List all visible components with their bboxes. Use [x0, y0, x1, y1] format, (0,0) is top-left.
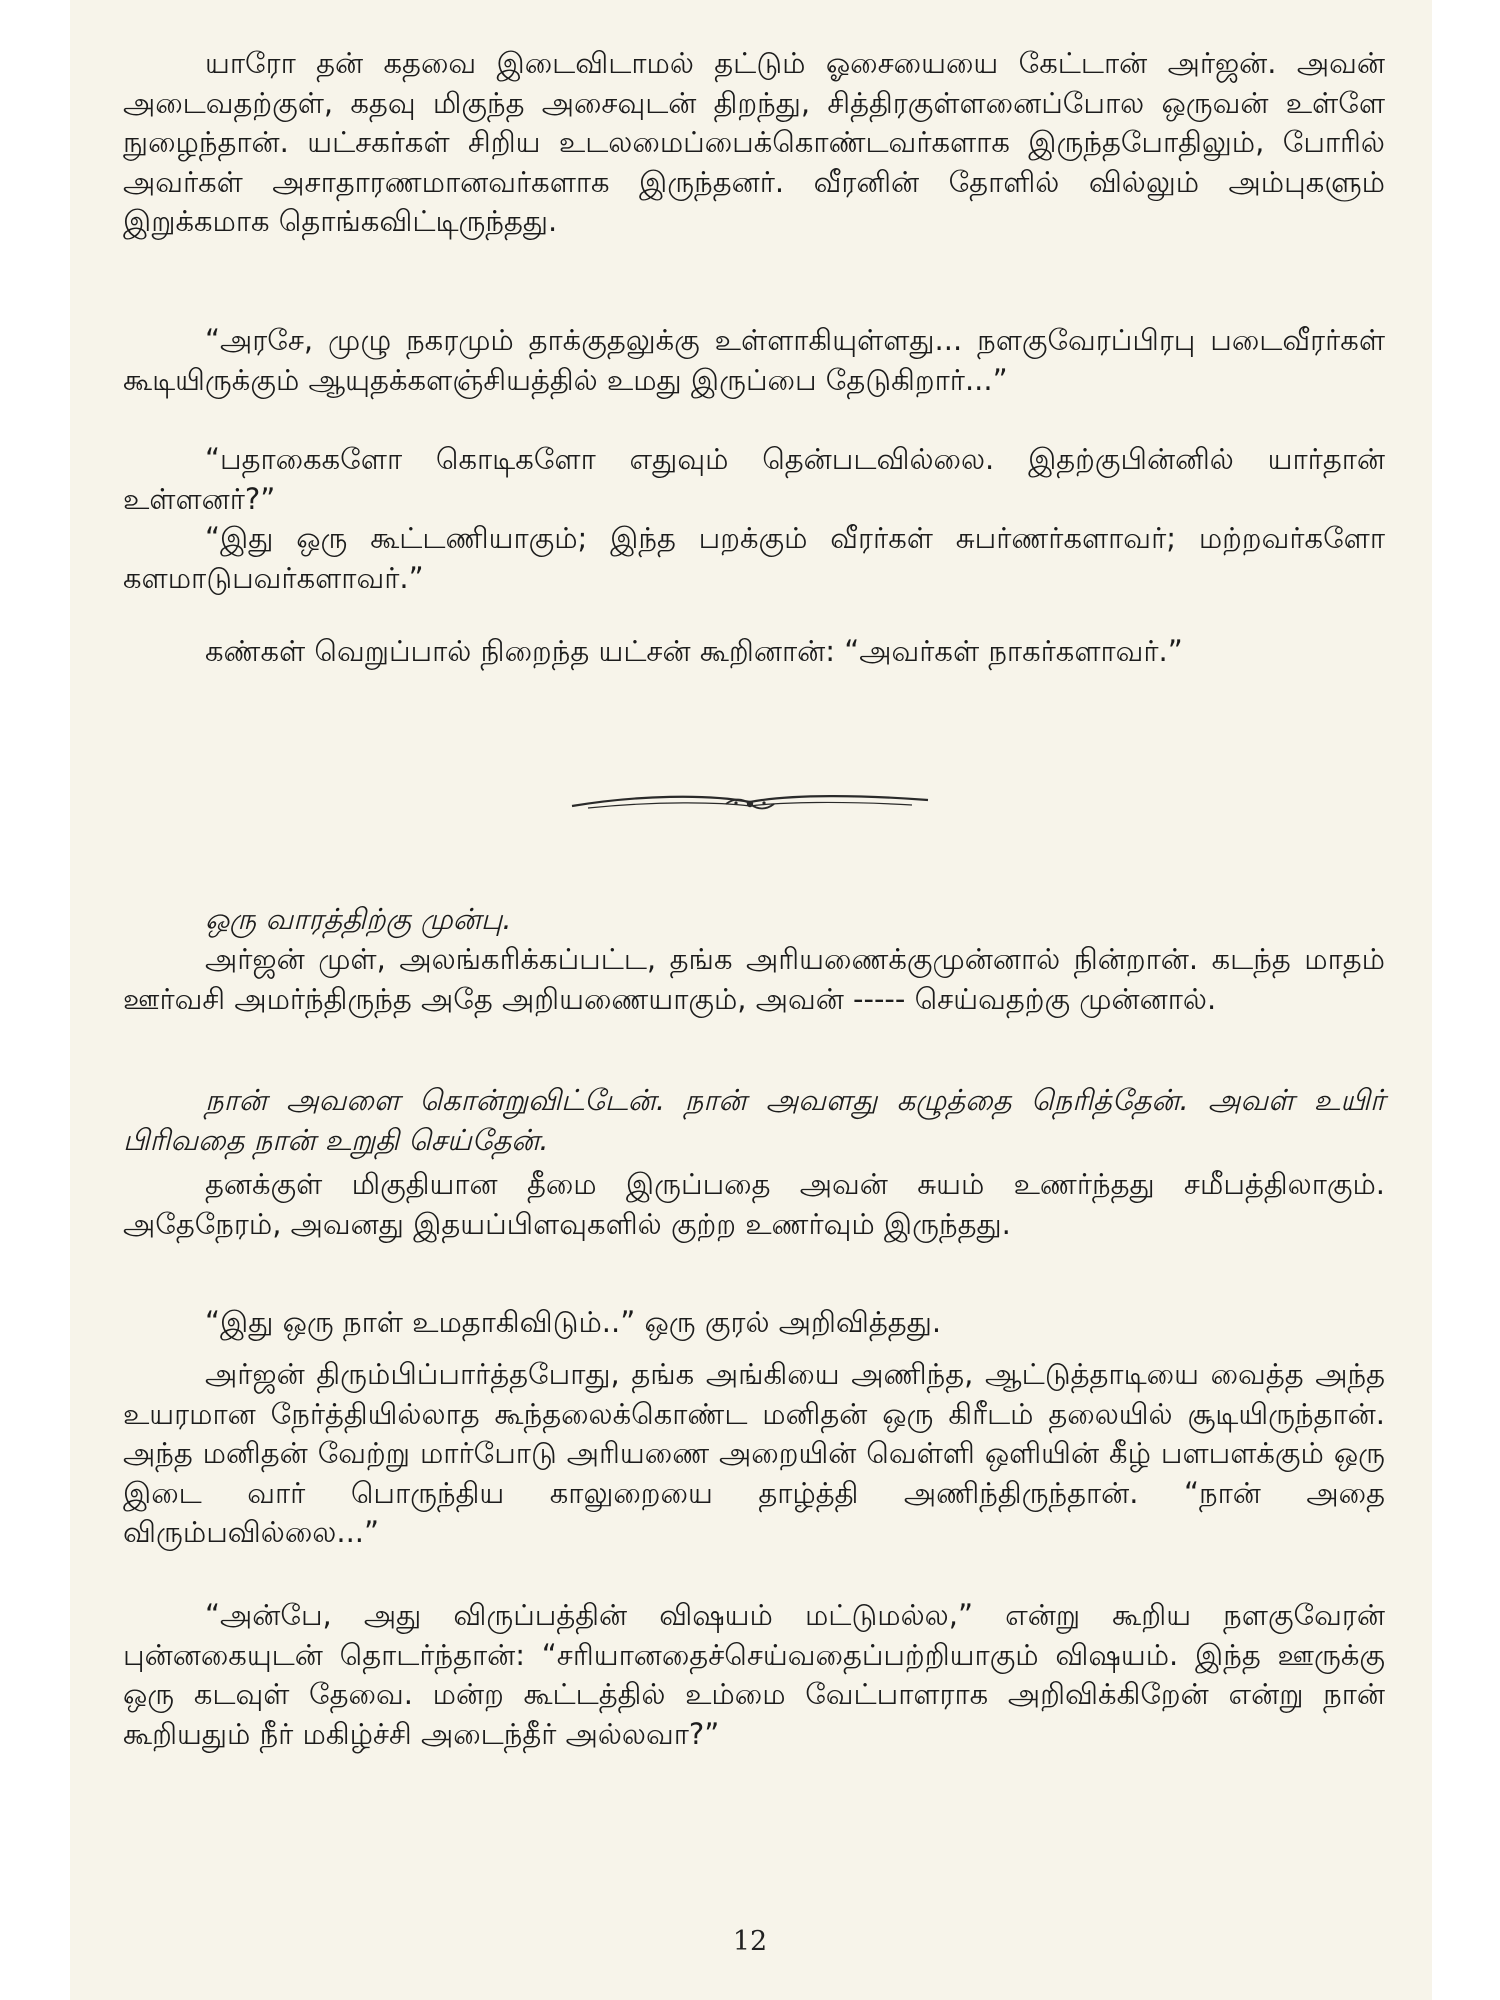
paragraph-5: கண்கள் வெறுப்பால் நிறைந்த யட்சன் கூறினான்: “அவர்கள் நாகர்களாவர்.”	[205, 634, 1183, 668]
paragraph-12: “அன்பே, அது விருப்பத்தின் விஷயம் மட்டுமல்ல,” என்று கூறிய நளகுவேரன் புன்னகையுடன் தொடர்ந்தான்: “சரியானதைச்செய்வதைப்பற்றியாகும் விஷயம். இந்த ஊருக்கு ஒரு கடவுள் தேவை. மன்ற கூட்டத்தில் உம்மை வேட்பாளராக அறிவிக்கிறேன் என்று நான் கூறியதும் நீர் மகிழ்ச்சி அடைந்தீர் அல்லவா?”	[123, 1598, 1385, 1751]
paragraph-11: அர்ஜன் திரும்பிப்பார்த்தபோது, தங்க அங்கியை அணிந்த, ஆட்டுத்தாடியை வைத்த அந்த உயரமான நேர்த்தியில்லாத கூந்தலைக்கொண்ட மனிதன் ஒரு கிரீடம் தலையில் சூடியிருந்தான். அந்த மனிதன் வேற்று மார்போடு அரியணை அறையின் வெள்ளி ஒளியின் கீழ் பளபளக்கும் ஒரு இடை வார் பொருந்திய காலுறையை தாழ்த்தி அணிந்திருந்தான். “நான் அதை விரும்பவில்லை...”	[123, 1357, 1385, 1550]
page-number: 12	[732, 1926, 768, 1957]
paragraph-10: “இது ஒரு நாள் உமதாகிவிடும்..” ஒரு குரல் அறிவித்தது.	[205, 1305, 942, 1339]
paragraph-6: ஒரு வாரத்திற்கு முன்பு.	[205, 902, 512, 936]
paragraph-9: தனக்குள் மிகுதியான தீமை இருப்பதை அவன் சுயம் உணர்ந்தது சமீபத்திலாகும். அதேநேரம், அவனது இதயப்பிளவுகளில் குற்ற உணர்வும் இருந்தது.	[123, 1167, 1385, 1241]
ornament-divider	[568, 784, 932, 824]
paragraph-8: நான் அவளை கொன்றுவிட்டேன். நான் அவளது கழுத்தை நெரித்தேன். அவள் உயிர் பிரிவதை நான் உறுதி செய்தேன்.	[123, 1083, 1385, 1157]
paragraph-7: அர்ஜன் முள், அலங்கரிக்கப்பட்ட, தங்க அரியணைக்குமுன்னால் நின்றான். கடந்த மாதம் ஊர்வசி அமர்ந்திருந்த அதே அறியணையாகும், அவன் ----- செய்வதற்கு முன்னால்.	[123, 942, 1385, 1016]
paragraph-1: யாரோ தன் கதவை இடைவிடாமல் தட்டும் ஓசையையை கேட்டான் அர்ஜன். அவன் அடைவதற்குள், கதவு மிகுந்த அசைவுடன் திறந்து, சித்திரகுள்ளனைப்போல ஒருவன் உள்ளே நுழைந்தான். யட்சகர்கள் சிறிய உடலமைப்பைக்கொண்டவர்களாக இருந்தபோதிலும், போரில் அவர்கள் அசாதாரணமானவர்களாக இருந்தனர். வீரனின் தோளில் வில்லும் அம்புகளும் இறுக்கமாக தொங்கவிட்டிருந்தது.	[123, 46, 1385, 239]
paragraph-4: “இது ஒரு கூட்டணியாகும்; இந்த பறக்கும் வீரர்கள் சுபர்ணர்களாவர்; மற்றவர்களோ களமாடுபவர்களாவர்.”	[123, 521, 1385, 595]
paragraph-2: “அரசே, முழு நகரமும் தாக்குதலுக்கு உள்ளாகியுள்ளது... நளகுவேரப்பிரபு படைவீரர்கள் கூடியிருக்கும் ஆயுதக்களஞ்சியத்தில் உமது இருப்பை தேடுகிறார்...”	[123, 323, 1385, 397]
paragraph-3: “பதாகைகளோ கொடிகளோ எதுவும் தென்படவில்லை. இதற்குபின்னில் யார்தான் உள்ளனர்?”	[123, 442, 1385, 516]
